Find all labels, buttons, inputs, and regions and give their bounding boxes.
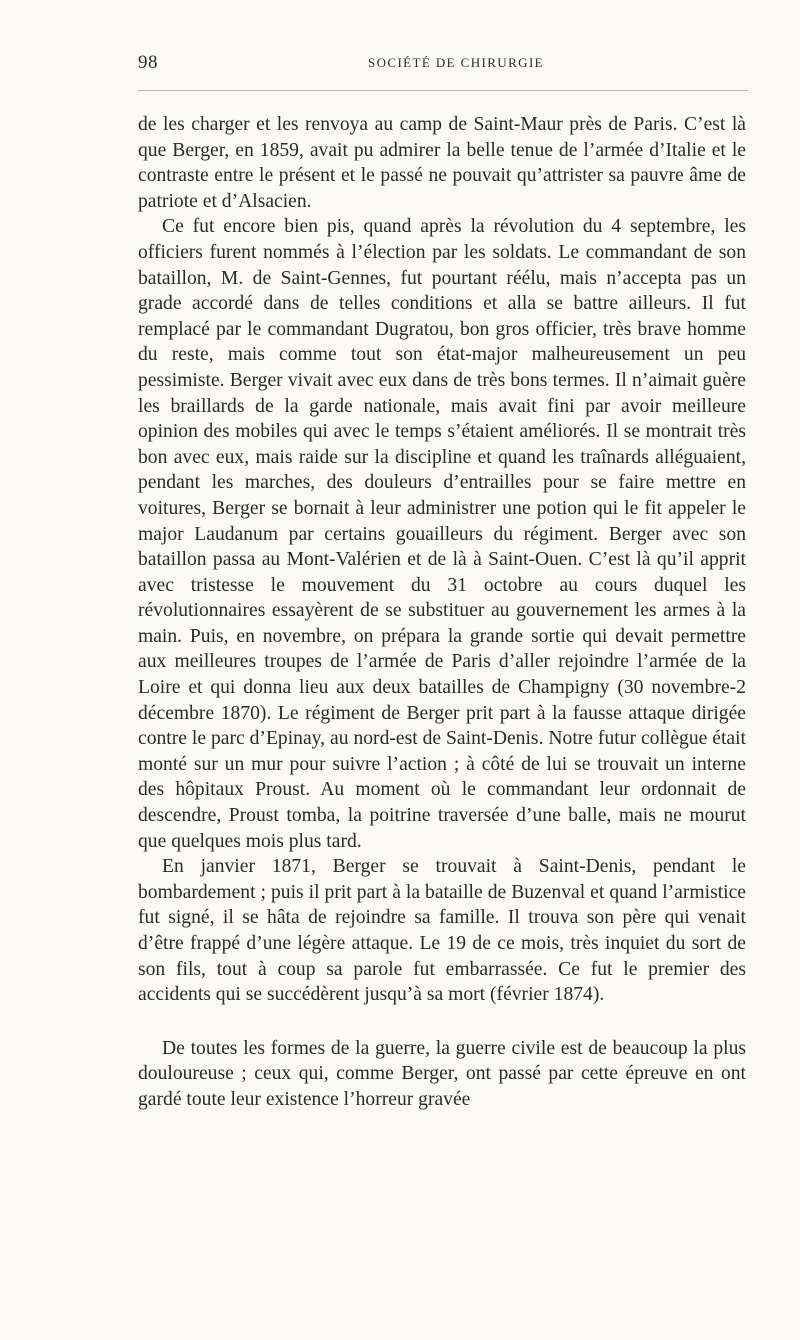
paragraph-january-1871: En janvier 1871, Berger se trouvait à Saint-Denis, pendant le bombardement ; puis il prit part à la bataille de Buzenval et quand l’armistice fut signé, il se hâta de rejoindre sa famille. Il trouva son père qui venait d’être frappé d’une légère attaque. Le 19 de ce mois, très inquiet du sort de son fils, tout à coup sa parole fut embarrassée. Ce fut le premier des accidents qui se succédèrent jusqu’à sa mort (février 1874). (138, 856, 746, 1006)
header-rule (138, 90, 748, 91)
paragraph-revolution: Ce fut encore bien pis, quand après la révolution du 4 septembre, les officiers furent nommés à l’élection par les soldats. Le commandant de son bataillon, M. de Saint-Gennes, fut pourtant réélu, mais n’accepta pas un grade accordé dans de telles conditions et alla se battre ailleurs. Il fut remplacé par le commandant Dugratou, bon gros officier, très brave homme du reste, mais comme tout son état-major malheureusement un peu pessimiste. Berger vivait avec eux dans de très bons termes. Il n’aimait guère les braillards de la garde nationale, mais avait fini par avoir meilleure opinion des mobiles qui avec le temps s’étaient améliorés. Il se montrait très bon avec eux, mais raide sur la discipline et quand les traînards alléguaient, pendant les marches, des douleurs d’entrailles pour se faire mettre en voitures, Berger se bornait à leur administrer une potion qui le fit appeler le major Laudanum par certains gouailleurs du régiment. Berger avec son bataillon passa au Mont-Valérien et de là à Saint-Ouen. C’est là qu’il apprit avec tristesse le mouvement du 31 octobre au cours duquel les révolutionnaires essayèrent de se substituer au gouvernement les armes à la main. Puis, en novembre, on prépara la grande sortie qui devait permettre aux meilleures troupes de l’armée de Paris d’aller rejoindre l’armée de la Loire et qui donna lieu aux deux batailles de Champigny (30 novembre-2 décembre 1870). Le régiment de Berger prit part à la fausse attaque dirigée contre le parc d’Epinay, au nord-est de Saint-Denis. Notre futur collègue était monté sur un mur pour suivre l’action ; à côté de lui se trouvait un interne des hôpitaux Proust. Au moment où le commandant leur ordonnait de descendre, Proust tomba, la poitrine traversée d’une balle, mais ne mourut que quelques mois plus tard. (138, 216, 746, 852)
page-number: 98 (138, 52, 158, 73)
paragraph-continued: de les charger et les renvoya au camp de Saint-Maur près de Paris. C’est là que Berger, en 1859, avait pu admirer la belle tenue de l’armée d’Italie et le contraste entre le présent et le passé ne pouvait qu’attrister sa pauvre âme de patriote et d’Alsacien. (138, 114, 746, 212)
body-text (138, 112, 746, 1113)
running-title: SOCIÉTÉ DE CHIRURGIE (367, 55, 545, 70)
paragraph-civil-war: De toutes les formes de la guerre, la guerre civile est de beaucoup la plus douloureuse ; ceux qui, comme Berger, ont passé par cette épreuve en ont gardé toute leur existence l’horreur gravée (138, 1037, 746, 1110)
running-head (138, 52, 744, 78)
